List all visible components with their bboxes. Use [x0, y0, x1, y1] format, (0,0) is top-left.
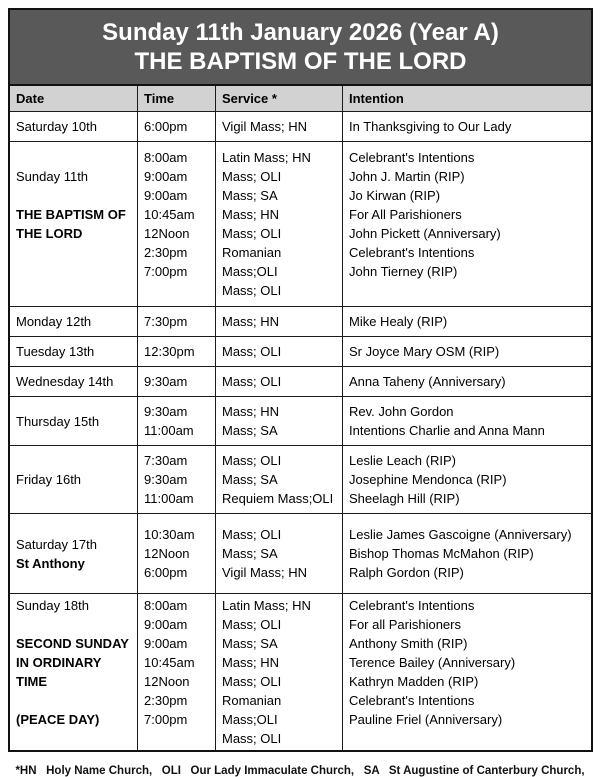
date-line: Saturday 10th — [16, 119, 97, 134]
time-cell — [137, 112, 215, 141]
column-header-intention: Intention — [342, 86, 591, 111]
date-line: SECOND SUNDAY — [16, 636, 129, 651]
service-value: Mass; HN — [222, 655, 280, 670]
table-row — [10, 445, 591, 513]
intention-cell — [342, 142, 591, 306]
intention-value: Mike Healy (RIP) — [349, 314, 448, 329]
date-line: Thursday 15th — [16, 413, 100, 429]
service-value: Mass; HN — [222, 207, 280, 222]
service-value: Mass; OLI — [222, 617, 282, 632]
intention-value: Anthony Smith (RIP) — [349, 636, 468, 651]
intention-value: Bishop Thomas McMahon (RIP) — [349, 546, 534, 561]
date-line: Friday 16th — [16, 472, 82, 487]
banner-date-line: Sunday 11th January 2026 (Year A) — [102, 19, 499, 46]
table-row — [10, 336, 591, 366]
table-row — [10, 111, 591, 141]
time-value: 9:00am — [144, 188, 188, 203]
intention-value: For all Parishioners — [349, 617, 461, 632]
time-value: 10:30am — [144, 527, 195, 542]
time-value: 9:30am — [144, 404, 188, 419]
date-cell — [10, 397, 137, 445]
intention-value: Rev. John Gordon — [349, 404, 454, 419]
service-value: Mass; SA — [222, 472, 278, 487]
service-value: Mass; OLI — [222, 283, 282, 298]
time-value: 12Noon — [144, 226, 190, 241]
intention-cell — [342, 514, 591, 593]
date-line — [16, 148, 133, 167]
service-value: Requiem Mass;OLI — [222, 491, 334, 506]
time-cell — [137, 142, 215, 306]
time-value: 11:00am — [144, 423, 194, 438]
service-value: Mass; OLI — [222, 527, 282, 542]
intention-value: Josephine Mendonca (RIP) — [349, 472, 507, 487]
service-value: Mass; OLI — [222, 226, 282, 241]
time-cell — [137, 397, 215, 445]
time-value: 7:00pm — [144, 712, 188, 727]
table-row — [10, 366, 591, 396]
intention-cell — [342, 594, 591, 750]
service-value: Mass; SA — [222, 423, 278, 438]
intention-value: John J. Martin (RIP) — [349, 169, 465, 184]
intention-value: Anna Taheny (Anniversary) — [349, 374, 506, 389]
time-value: 11:00am — [144, 491, 194, 506]
service-value: Mass; OLI — [222, 344, 282, 359]
time-value: 7:00pm — [144, 264, 188, 279]
date-line: (PEACE DAY) — [16, 712, 100, 727]
intention-value: Celebrant's Intentions — [349, 693, 475, 708]
date-line: Sunday 18th — [16, 598, 90, 613]
time-value: 9:00am — [144, 617, 188, 632]
service-value: Vigil Mass; HN — [222, 119, 308, 134]
service-value: Vigil Mass; HN — [222, 565, 308, 580]
time-value: 9:30am — [144, 374, 188, 389]
service-value: Mass; OLI — [222, 169, 282, 184]
time-value: 8:00am — [144, 598, 188, 613]
time-cell — [137, 446, 215, 513]
date-line: Sunday 11th — [16, 169, 89, 184]
service-value: Mass; SA — [222, 546, 278, 561]
time-value: 7:30pm — [144, 314, 188, 329]
intention-value: Kathryn Madden (RIP) — [349, 674, 479, 689]
time-cell — [137, 307, 215, 336]
intention-cell — [342, 337, 591, 366]
service-cell — [215, 594, 342, 750]
intention-value: Celebrant's Intentions — [349, 150, 475, 165]
time-value: 9:00am — [144, 169, 188, 184]
intention-cell — [342, 112, 591, 141]
column-header-service: Service * — [215, 86, 342, 111]
intention-value: In Thanksgiving to Our Lady — [349, 119, 512, 134]
time-value: 2:30pm — [144, 245, 188, 260]
date-line: IN ORDINARY — [16, 655, 102, 670]
date-line: THE LORD — [16, 226, 83, 241]
date-line: Wednesday 14th — [16, 374, 114, 389]
time-value: 10:45am — [144, 207, 195, 222]
time-value: 9:30am — [144, 472, 188, 487]
date-line: TIME — [16, 674, 48, 689]
service-cell — [215, 514, 342, 593]
date-line: Monday 12th — [16, 314, 92, 329]
time-value: 12Noon — [144, 674, 190, 689]
time-value: 6:00pm — [144, 565, 188, 580]
date-line: Tuesday 13th — [16, 344, 95, 359]
intention-cell — [342, 446, 591, 513]
service-value: Mass; OLI — [222, 674, 282, 689]
column-header-time: Time — [137, 86, 215, 111]
intention-value: Jo Kirwan (RIP) — [349, 188, 441, 203]
service-value: Latin Mass; HN — [222, 150, 311, 165]
service-value: Mass; SA — [222, 636, 278, 651]
service-value: Mass; OLI — [222, 731, 282, 746]
table-row — [10, 306, 591, 336]
intention-value: Celebrant's Intentions — [349, 598, 475, 613]
intention-value: For All Parishioners — [349, 207, 462, 222]
date-line: St Anthony — [16, 555, 85, 571]
date-cell — [10, 446, 137, 513]
service-cell — [215, 142, 342, 306]
service-value: Romanian Mass;OLI — [222, 693, 282, 727]
service-value: Mass; HN — [222, 404, 280, 419]
schedule-rows — [10, 111, 591, 750]
time-value: 12:30pm — [144, 344, 195, 359]
date-line — [16, 186, 133, 205]
time-value: 2:30pm — [144, 693, 188, 708]
intention-value: Intentions Charlie and Anna Mann — [349, 423, 545, 438]
column-header-date: Date — [16, 91, 45, 106]
intention-value: Sr Joyce Mary OSM (RIP) — [349, 344, 500, 359]
service-cell — [215, 307, 342, 336]
service-cell — [215, 112, 342, 141]
intention-value: Leslie Leach (RIP) — [349, 453, 456, 468]
time-cell — [137, 337, 215, 366]
time-value: 8:00am — [144, 150, 188, 165]
time-value: 9:00am — [144, 636, 188, 651]
date-cell — [10, 594, 137, 750]
table-row — [10, 396, 591, 445]
time-value: 10:45am — [144, 655, 195, 670]
intention-value: Sheelagh Hill (RIP) — [349, 491, 460, 506]
service-value: Mass; SA — [222, 188, 278, 203]
church-key-footnote: *HN Holy Name Church, OLI Our Lady Immaculate Church, SA St Augustine of Canterbury Church, — [15, 765, 585, 777]
mass-schedule-table — [8, 8, 593, 752]
time-cell — [137, 367, 215, 396]
service-value: Romanian Mass;OLI — [222, 245, 282, 279]
table-row — [10, 513, 591, 593]
title-banner — [10, 10, 591, 84]
service-cell — [215, 446, 342, 513]
intention-value: John Pickett (Anniversary) — [349, 226, 501, 241]
intention-value: Ralph Gordon (RIP) — [349, 565, 464, 580]
service-value: Latin Mass; HN — [222, 598, 311, 613]
service-value: Mass; HN — [222, 314, 280, 329]
intention-value: Terence Bailey (Anniversary) — [349, 655, 516, 670]
service-cell — [215, 397, 342, 445]
time-value: 6:00pm — [144, 119, 188, 134]
banner-feast-line: THE BAPTISM OF THE LORD — [134, 48, 467, 75]
service-cell — [215, 337, 342, 366]
time-value: 7:30am — [144, 453, 188, 468]
date-cell — [10, 337, 137, 366]
intention-value: Pauline Friel (Anniversary) — [349, 712, 503, 727]
intention-value: Leslie James Gascoigne (Anniversary) — [349, 527, 572, 542]
column-header-row — [10, 84, 591, 111]
date-line: Saturday 17th — [16, 536, 97, 552]
time-value: 12Noon — [144, 546, 190, 561]
intention-value: Celebrant's Intentions — [349, 245, 475, 260]
time-cell — [137, 594, 215, 750]
date-cell — [10, 307, 137, 336]
table-row — [10, 141, 591, 306]
table-row — [10, 593, 591, 750]
intention-value: John Tierney (RIP) — [349, 264, 458, 279]
time-cell — [137, 514, 215, 593]
date-cell — [10, 514, 137, 593]
date-cell — [10, 367, 137, 396]
intention-cell — [342, 307, 591, 336]
date-line: THE BAPTISM OF — [16, 207, 126, 222]
date-line — [16, 615, 133, 634]
intention-cell — [342, 397, 591, 445]
service-value: Mass; OLI — [222, 453, 282, 468]
service-value: Mass; OLI — [222, 374, 282, 389]
date-cell — [10, 142, 137, 306]
date-cell — [10, 112, 137, 141]
intention-cell — [342, 367, 591, 396]
service-cell — [215, 367, 342, 396]
date-line — [16, 691, 133, 710]
